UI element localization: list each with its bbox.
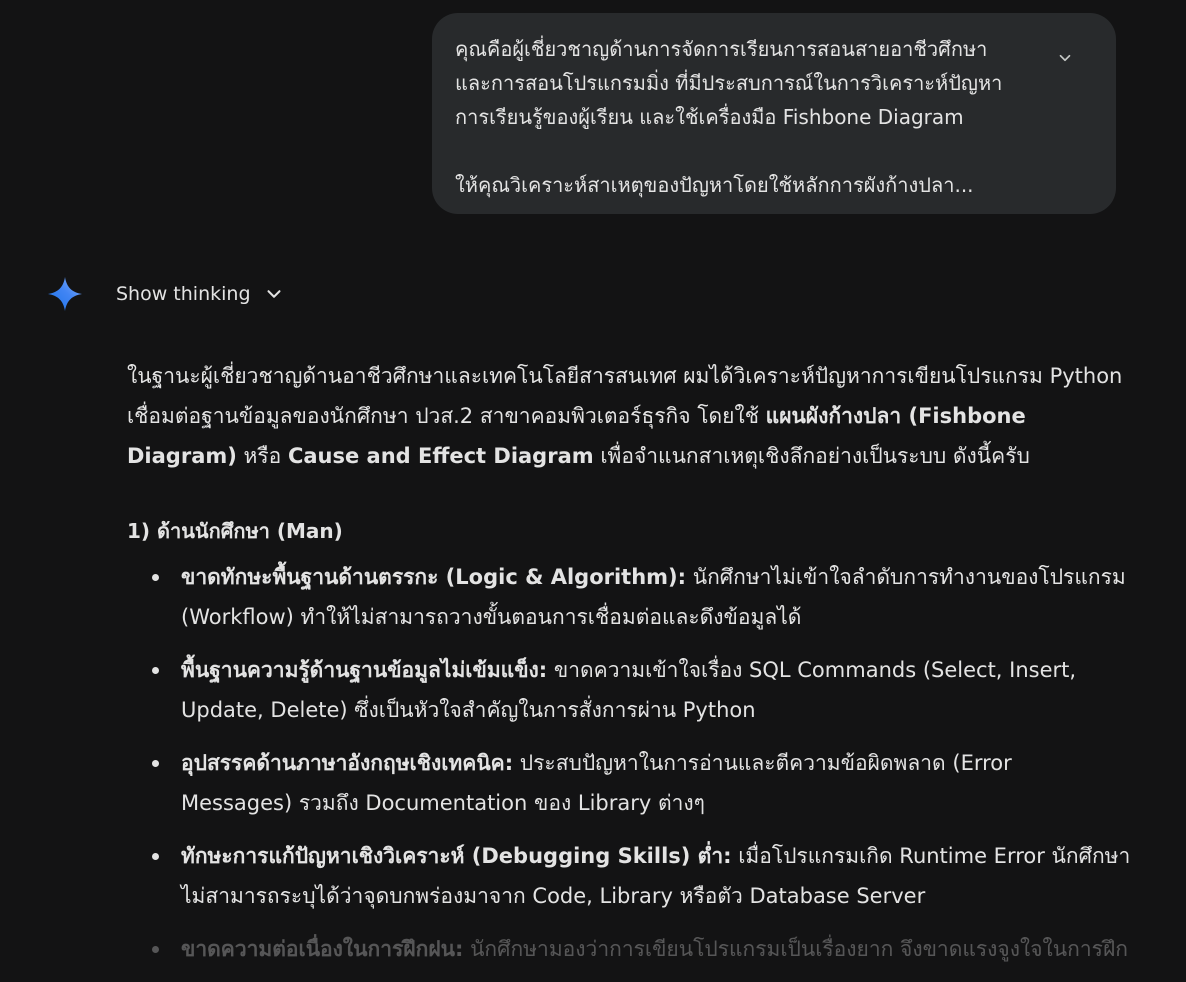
bullet-text: ขาดความเข้าใจเรื่อง SQL Commands (Select, Insert, [547,658,1077,682]
bullet-title: พื้นฐานความรู้ด้านฐานข้อมูลไม่เข้มแข็ง: [181,658,548,682]
chevron-down-icon [1056,49,1074,67]
user-prompt-line: ให้คุณวิเคราะห์สาเหตุของปัญหาโดยใช้หลักการผังก้างปลา... [455,173,974,197]
show-thinking-button[interactable] [116,279,285,309]
bullet-text: ไม่สามารถระบุได้ว่าจุดบกพร่องมาจาก Code, Library หรือตัว Database Server [181,884,926,908]
list-item [127,743,1102,823]
chevron-down-icon [263,283,285,305]
user-prompt-line: และการสอนโปรแกรมมิ่ง ที่มีประสบการณ์ในการวิเคราะห์ปัญหา [455,71,1003,95]
intro-bold-text: แผนผังก้างปลา (Fishbone [765,404,1026,428]
bullet-text: ประสบปัญหาในการอ่านและตีความข้อผิดพลาด (Error [513,751,1012,775]
list-item [127,929,1128,969]
list-item [127,836,1131,916]
bullet-title: อุปสรรคด้านภาษาอังกฤษเชิงเทคนิค: [181,751,514,775]
bullet-title: ขาดทักษะพื้นฐานด้านตรรกะ (Logic & Algorithm): [181,565,687,589]
section-heading: 1) ด้านนักศึกษา (Man) [127,519,343,543]
user-prompt-blank-line [455,134,1046,168]
intro-text: หรือ [236,444,288,468]
bullet-title: ทักษะการแก้ปัญหาเชิงวิเคราะห์ (Debugging Skills) ต่ำ: [181,844,732,868]
sparkle-icon [47,276,83,312]
user-prompt-bubble [432,13,1116,214]
bullet-text: Update, Delete) ซึ่งเป็นหัวใจสำคัญในการสั่งการผ่าน Python [181,698,756,722]
intro-line [127,436,1102,476]
bullet-text: Messages) รวมถึง Documentation ของ Library ต่างๆ [181,791,705,815]
intro-bold-text: Cause and Effect Diagram [287,444,594,468]
expand-prompt-button[interactable] [1052,45,1078,71]
bullet-text: (Workflow) ทำให้ไม่สามารถวางขั้นตอนการเชื่อมต่อและดึงข้อมูลได้ [181,605,802,629]
user-prompt-line: คุณคือผู้เชี่ยวชาญด้านการจัดการเรียนการสอนสายอาชีวศึกษา [455,37,988,61]
list-item [127,650,1102,730]
bullet-title: ขาดความต่อเนื่องในการฝึกฝน: [181,937,464,961]
user-prompt-line: การเรียนรู้ของผู้เรียน และใช้เครื่องมือ Fishbone Diagram [455,105,964,129]
bullet-text: นักศึกษามองว่าการเขียนโปรแกรมเป็นเรื่องยาก จึงขาดแรงจูงใจในการฝึก [463,937,1128,961]
intro-text: เชื่อมต่อฐานข้อมูลของนักศึกษา ปวส.2 สาขาคอมพิวเตอร์ธุรกิจ โดยใช้ [127,404,766,428]
intro-line: ในฐานะผู้เชี่ยวชาญด้านอาชีวศึกษาและเทคโนโลยีสารสนเทศ ผมได้วิเคราะห์ปัญหาการเขียนโปรแกรม Python [127,364,1123,388]
bullet-text: เมื่อโปรแกรมเกิด Runtime Error นักศึกษา [731,844,1131,868]
bullet-list [127,557,1131,969]
intro-bold-text: Diagram) [127,444,237,468]
intro-text: เพื่อจำแนกสาเหตุเชิงลึกอย่างเป็นระบบ ดังนี้ครับ [593,444,1030,468]
intro-line [127,396,1102,436]
bullet-text: นักศึกษาไม่เข้าใจลำดับการทำงานของโปรแกรม [686,565,1126,589]
model-response [127,356,1131,982]
list-item [127,557,1126,637]
intro-paragraph [127,356,1123,476]
show-thinking-label: Show thinking [116,283,251,305]
